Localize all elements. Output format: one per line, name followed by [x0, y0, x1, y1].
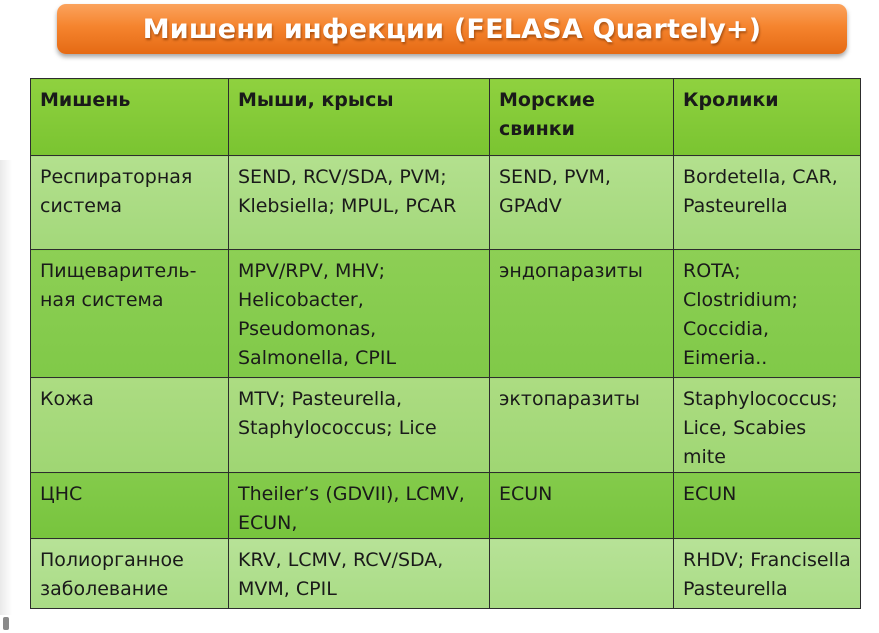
- table-cell: Пищеваритель- ная система: [31, 250, 229, 378]
- table-cell: Респираторная система: [31, 156, 229, 250]
- table-cell: ЦНС: [31, 473, 229, 539]
- table-cell: SEND, PVM, GPAdV: [490, 156, 674, 250]
- table-cell: KRV, LCMV, RCV/SDA, MVM, CPIL: [229, 539, 490, 609]
- title-banner: [57, 4, 847, 54]
- table-row: [31, 539, 861, 609]
- table-cell: MPV/RPV, MHV; Helicobacter, Pseudomonas, Salmonella, CPIL: [229, 250, 490, 378]
- table-cell: ROTA; Clostridium; Coccidia, Eimeria..: [674, 250, 861, 378]
- table-cell: [490, 539, 674, 609]
- table-header-row: [31, 79, 861, 156]
- header-rabbits: Кролики: [674, 79, 861, 156]
- table-row: [31, 378, 861, 473]
- scroll-marker: [3, 617, 9, 630]
- header-target: Мишень: [31, 79, 229, 156]
- slide-title: Мишени инфекции (FELASA Quartely+): [142, 13, 762, 45]
- table-cell: эндопаразиты: [490, 250, 674, 378]
- table-cell: эктопаразиты: [490, 378, 674, 473]
- table-cell: ECUN: [674, 473, 861, 539]
- table-cell: Staphylococcus; Lice, Scabies mite: [674, 378, 861, 473]
- header-mice-rats: Мыши, крысы: [229, 79, 490, 156]
- table-row: [31, 250, 861, 378]
- table-cell: Bordetella, CAR, Pasteurella: [674, 156, 861, 250]
- infection-targets-table: [30, 78, 861, 609]
- table-cell: Полиорганное заболевание: [31, 539, 229, 609]
- table-cell: Кожа: [31, 378, 229, 473]
- table-cell: SEND, RCV/SDA, PVM; Klebsiella; MPUL, PCAR: [229, 156, 490, 250]
- left-edge-shadow: [0, 160, 12, 615]
- table-row: [31, 156, 861, 250]
- table-cell: RHDV; Francisella Pasteurella: [674, 539, 861, 609]
- table-cell: ECUN: [490, 473, 674, 539]
- table-cell: Theiler’s (GDVII), LCMV, ECUN,: [229, 473, 490, 539]
- table-row: [31, 473, 861, 539]
- header-guinea-pigs: Морские свинки: [490, 79, 674, 156]
- table-cell: MTV; Pasteurella, Staphylococcus; Lice: [229, 378, 490, 473]
